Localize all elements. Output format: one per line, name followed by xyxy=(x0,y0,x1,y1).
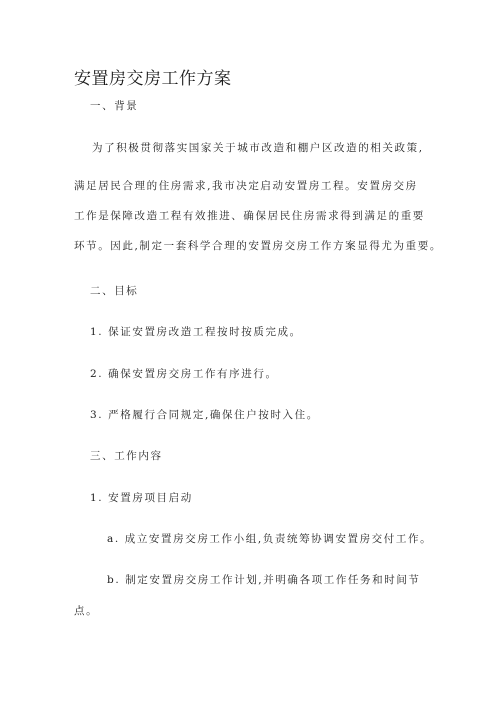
section-heading-work-content: 三、工作内容 xyxy=(90,450,163,462)
paragraph-line: 工作是保障改造工程有效推进、确保居民住房需求得到满足的重要 xyxy=(74,210,425,222)
paragraph-line: 环节。因此,制定一套科学合理的安置房交房工作方案显得尤为重要。 xyxy=(74,240,442,252)
list-item: 2. 确保安置房交房工作有序进行。 xyxy=(90,368,278,380)
paragraph-line: 满足居民合理的住房需求,我市决定启动安置房工程。安置房交房 xyxy=(74,180,418,192)
section-heading-background: 一、背景 xyxy=(90,100,139,112)
list-item: 1. 安置房项目启动 xyxy=(90,492,193,504)
section-heading-goals: 二、目标 xyxy=(90,285,139,297)
list-item: 3. 严格履行合同规定,确保住户按时入住。 xyxy=(90,409,319,421)
sub-list-item-continuation: 点。 xyxy=(74,605,99,617)
document-title: 安置房交房工作方案 xyxy=(74,69,232,89)
list-item: 1. 保证安置房改造工程按时按质完成。 xyxy=(90,326,302,338)
paragraph-line: 为了积极贯彻落实国家关于城市改造和棚户区改造的相关政策, xyxy=(92,142,424,154)
sub-list-item: b. 制定安置房交房工作计划,并明确各项工作任务和时间节 xyxy=(107,574,421,586)
sub-list-item: a. 成立安置房交房工作小组,负责统筹协调安置房交付工作。 xyxy=(107,533,433,545)
